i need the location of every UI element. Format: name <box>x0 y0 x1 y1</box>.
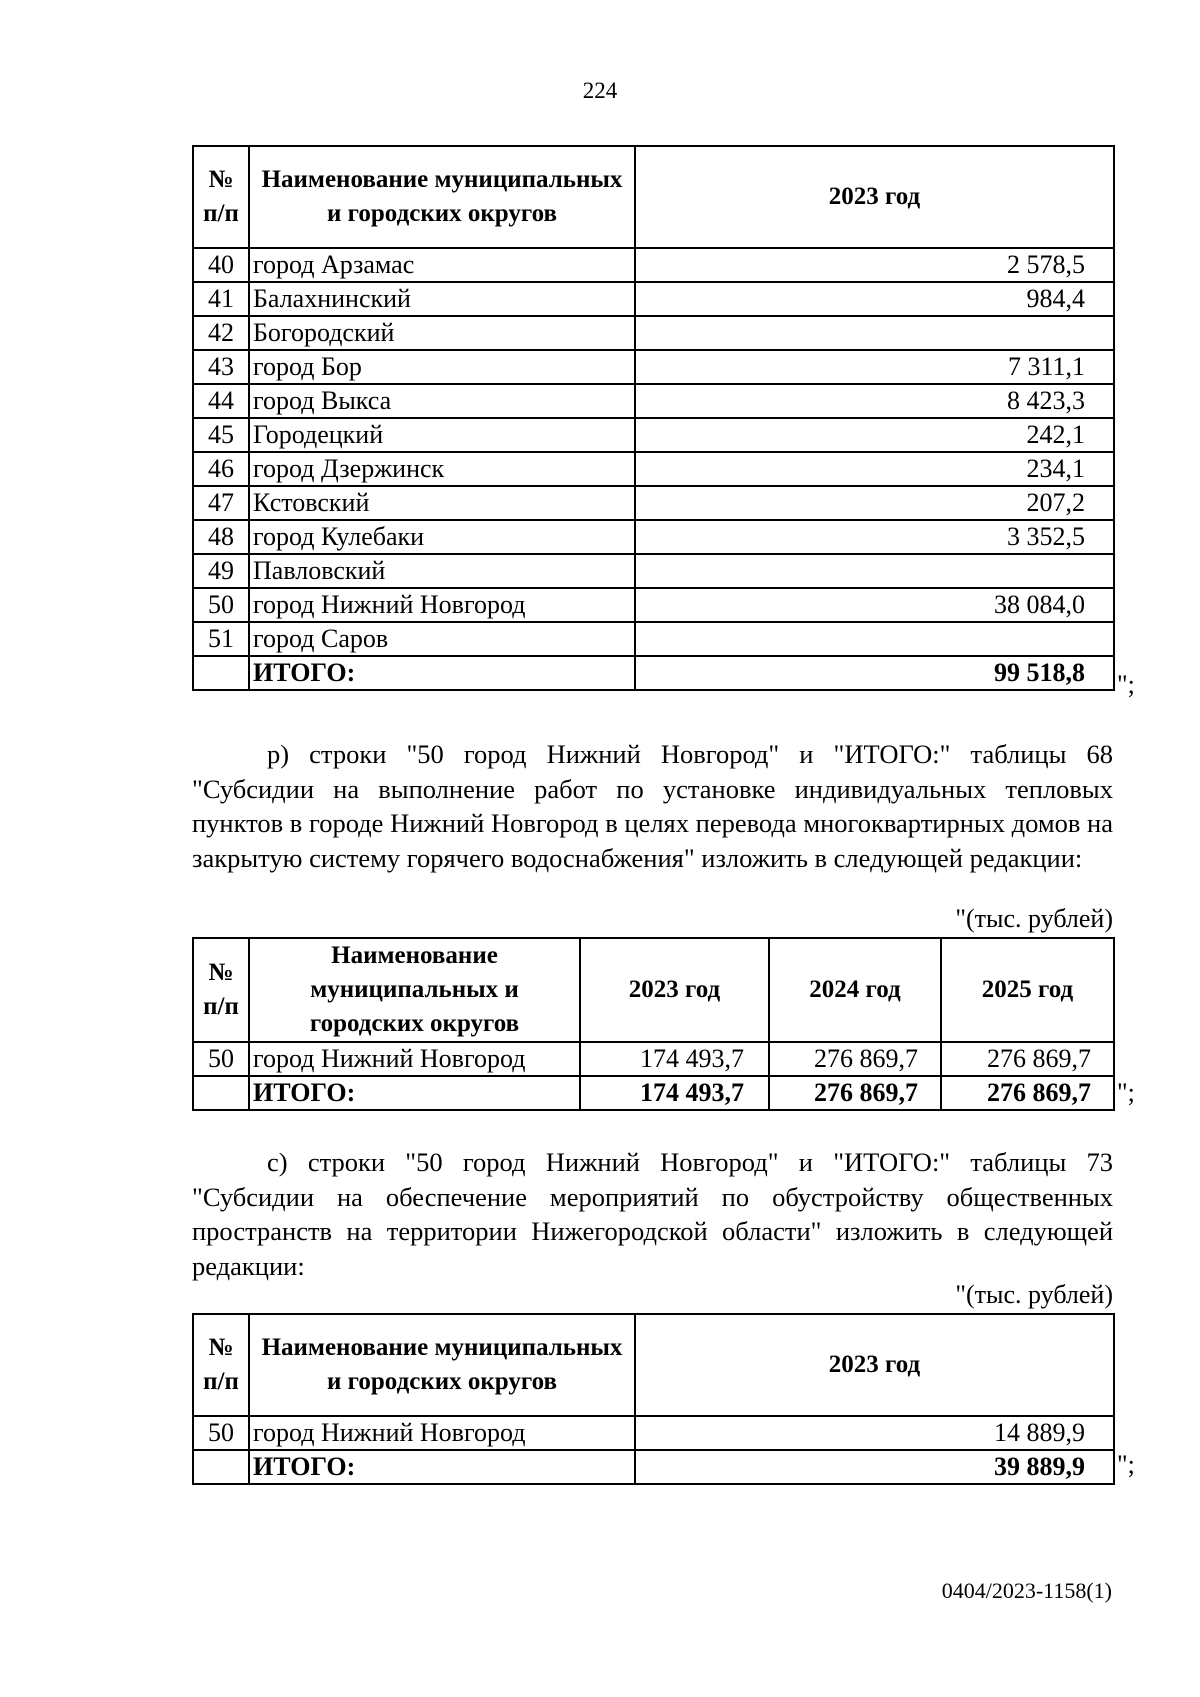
col-header-2024: 2024 год <box>769 938 941 1042</box>
row-name: город Нижний Новгород <box>249 1416 635 1450</box>
table-row <box>193 554 1114 588</box>
table-row <box>193 588 1114 622</box>
row-value: 38 084,0 <box>635 588 1114 622</box>
row-value: 3 352,5 <box>635 520 1114 554</box>
close-quote: "; <box>1117 1450 1135 1479</box>
row-num: 47 <box>193 486 249 520</box>
paragraph-r <box>192 737 1113 875</box>
total-label: ИТОГО: <box>249 1450 635 1484</box>
row-name: город Арзамас <box>249 248 635 282</box>
total-row <box>193 1450 1114 1484</box>
row-value: 242,1 <box>635 418 1114 452</box>
col-header-num: № п/п <box>193 1314 249 1416</box>
row-name: город Саров <box>249 622 635 656</box>
row-name: город Нижний Новгород <box>249 588 635 622</box>
col-header-name: Наименование муниципальных и городских округов <box>249 1314 635 1416</box>
row-value: 8 423,3 <box>635 384 1114 418</box>
table-row <box>193 248 1114 282</box>
total-value-2024: 276 869,7 <box>769 1076 941 1110</box>
table-row <box>193 452 1114 486</box>
row-value: 7 311,1 <box>635 350 1114 384</box>
row-num: 48 <box>193 520 249 554</box>
row-value: 234,1 <box>635 452 1114 486</box>
total-label: ИТОГО: <box>249 1076 580 1110</box>
document-code: 0404/2023-1158(1) <box>941 1578 1112 1603</box>
row-name: город Дзержинск <box>249 452 635 486</box>
table-row <box>193 316 1114 350</box>
table-2 <box>192 937 1113 1111</box>
row-num: 45 <box>193 418 249 452</box>
table-row <box>193 486 1114 520</box>
row-num: 46 <box>193 452 249 486</box>
row-value <box>635 316 1114 350</box>
row-num: 42 <box>193 316 249 350</box>
table-row <box>193 622 1114 656</box>
row-value <box>635 554 1114 588</box>
row-num: 40 <box>193 248 249 282</box>
row-name: Павловский <box>249 554 635 588</box>
row-value: 2 578,5 <box>635 248 1114 282</box>
row-value-2023: 174 493,7 <box>580 1042 769 1076</box>
table-row <box>193 350 1114 384</box>
row-num: 50 <box>193 588 249 622</box>
row-num: 50 <box>193 1416 249 1450</box>
total-row <box>193 1076 1114 1110</box>
row-name: Городецкий <box>249 418 635 452</box>
page-number: 224 <box>582 78 618 103</box>
table-row <box>193 1042 1114 1076</box>
table-row <box>193 282 1114 316</box>
row-name: Балахнинский <box>249 282 635 316</box>
row-num: 50 <box>193 1042 249 1076</box>
total-value-2023: 174 493,7 <box>580 1076 769 1110</box>
col-header-num: № п/п <box>193 146 249 248</box>
paragraph-s-text: с) строки "50 город Нижний Новгород" и "ИТОГО:" таблицы 73 "Субсидии на обеспечение мероприятий по обустройству общественных пространств на территории Нижегородской области" изложить в следующей редакции: <box>192 1147 1113 1281</box>
total-label: ИТОГО: <box>249 656 635 690</box>
row-num: 49 <box>193 554 249 588</box>
row-num: 44 <box>193 384 249 418</box>
row-name: город Нижний Новгород <box>249 1042 580 1076</box>
row-name: город Выкса <box>249 384 635 418</box>
col-header-2023: 2023 год <box>635 146 1114 248</box>
table-row <box>193 384 1114 418</box>
close-quote: "; <box>1117 1078 1135 1107</box>
row-value: 984,4 <box>635 282 1114 316</box>
row-value: 207,2 <box>635 486 1114 520</box>
row-value-2024: 276 869,7 <box>769 1042 941 1076</box>
col-header-name: Наименование муниципальных и городских округов <box>249 146 635 248</box>
col-header-2023: 2023 год <box>580 938 769 1042</box>
row-num: 43 <box>193 350 249 384</box>
paragraph-r-text: р) строки "50 город Нижний Новгород" и "ИТОГО:" таблицы 68 "Субсидии на выполнение работ по установке индивидуальных тепловых пунктов в городе Нижний Новгород в целях перевода многоквартирных домов на закрытую систему горячего водоснабжения" изложить в следующей редакции: <box>192 739 1113 873</box>
row-name: город Бор <box>249 350 635 384</box>
row-value: 14 889,9 <box>635 1416 1114 1450</box>
table-row <box>193 520 1114 554</box>
table-row <box>193 1416 1114 1450</box>
row-name: город Кулебаки <box>249 520 635 554</box>
paragraph-s <box>192 1145 1113 1283</box>
total-row <box>193 656 1114 690</box>
table-1 <box>192 145 1113 691</box>
table-3 <box>192 1313 1113 1485</box>
row-num: 41 <box>193 282 249 316</box>
unit-label: "(тыс. рублей) <box>955 1280 1113 1309</box>
row-value-2025: 276 869,7 <box>941 1042 1114 1076</box>
col-header-2025: 2025 год <box>941 938 1114 1042</box>
close-quote: "; <box>1117 670 1135 699</box>
col-header-name: Наименование муниципальных и городских округов <box>249 938 580 1042</box>
total-value: 99 518,8 <box>635 656 1114 690</box>
unit-label: "(тыс. рублей) <box>955 904 1113 933</box>
row-name: Богородский <box>249 316 635 350</box>
table-row <box>193 418 1114 452</box>
row-num: 51 <box>193 622 249 656</box>
col-header-num: № п/п <box>193 938 249 1042</box>
row-value <box>635 622 1114 656</box>
total-value: 39 889,9 <box>635 1450 1114 1484</box>
total-value-2025: 276 869,7 <box>941 1076 1114 1110</box>
col-header-2023: 2023 год <box>635 1314 1114 1416</box>
row-name: Кстовский <box>249 486 635 520</box>
